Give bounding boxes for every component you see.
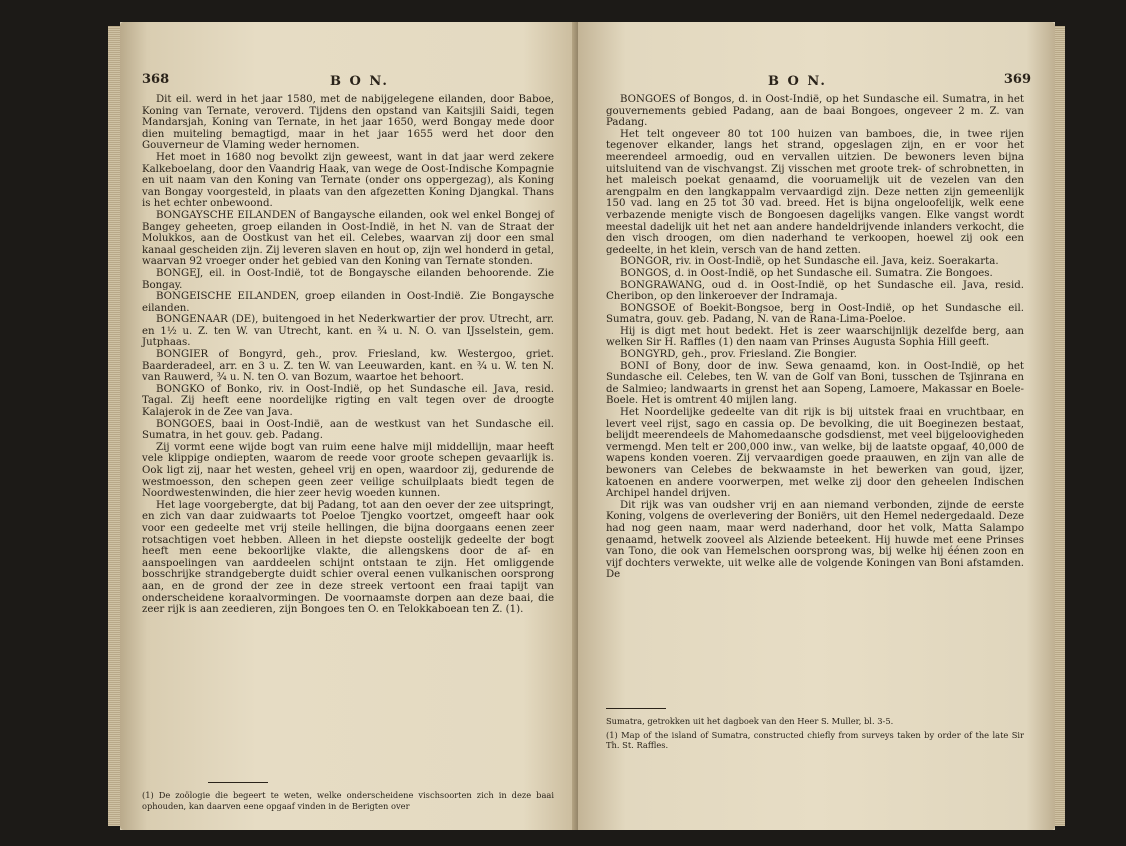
body-text [606, 94, 1024, 581]
paragraph: Dit eil. werd in het jaar 1580, met de nabijgelegene eilanden, door Baboe, Koning van Ternate, veroverd. Tijdens den opstand van Kaitsjili Saidi, tegen Mandarsjah, Koning van Ternate, in het jaar 1650, werd Bongay mede door dien muiteling bemagtigd, maar in het jaar 1655 werd het door den Gouverneur de Vlaming weder hernomen. [142, 94, 554, 152]
paragraph: BONGIER of Bongyrd, geh., prov. Friesland, kw. Westergoo, griet. Baarderadeel, arr. en 3 u. Z. ten W. van Leeuwarden, kant. en ¾ u. W. ten N. van Rauwerd, ¾ u. N. ten O. van Bozum, waartoe het behoort. [142, 349, 554, 384]
paragraph: BONGOS, d. in Oost-Indië, op het Sundasche eil. Sumatra. Zie Bongoes. [620, 267, 993, 279]
paragraph: BONGKO of Bonko, riv. in Oost-Indië, op het Sundasche eil. Java, resid. Tagal. Zij heeft eene noordelijke rigting en valt tegen over de droogte Kalajerok in de Zee van Java. [142, 383, 554, 419]
paragraph: Het moet in 1680 nog bevolkt zijn geweest, want in dat jaar werd zekere Kalkeboelang, door den Vaandrig Haak, van wege de Oost-Indische Kompagnie en uit naam van den Koning van Ternate (onder ons oppergezag), als Koning van Bongay voorgesteld, in plaats van den afgezetten Koning Djangkal. Thans is het echter onbewoond. [142, 151, 554, 210]
paragraph: BONGAYSCHE EILANDEN of Bangaysche eilanden, ook wel enkel Bongej of Bangey geheeten, groep eilanden in Oost-Indië, in het N. van de Straat der Molukkos, aan de Oostkust van het eil. Celebes, waarvan zij door een smal kanaal gescheiden zijn. Zij leveren slaven en hout op, zijn wel honderd in getal, waarvan 92 vroeger onder het gebied van den Koning van Ternate stonden. [142, 209, 554, 268]
right-page [578, 22, 1055, 830]
paragraph: BONGEISCHE EILANDEN, groep eilanden in Oost-Indië. Zie Bongaysche eilanden. [142, 291, 554, 314]
footnote-text: (1) De zoölogie die begeert te weten, welke onderscheidene vischsoorten zich in deze baai ophouden, kan daarven eene opgaaf vinden in de Berigten over [142, 790, 554, 811]
footnote-rule [208, 782, 268, 783]
page-number: 369 [1003, 72, 1031, 87]
body-text [142, 94, 554, 616]
paragraph: BONGEJ, eil. in Oost-Indië, tot de Bongaysche eilanden behoorende. Zie Bongay. [142, 267, 554, 291]
open-book [120, 22, 1055, 830]
paragraph: BONGOES of Bongos, d. in Oost-Indië, op het Sundasche eil. Sumatra, in het gouvernements gebied Padang, aan de baai Bongoes, ongeveer 2 m. Z. van Padang. [606, 94, 1024, 129]
footnote [142, 790, 554, 814]
footnotes [606, 716, 1024, 754]
paragraph: BONGENAAR (DE), buitengoed in het Nederkwartier der prov. Utrecht, arr. en 1½ u. Z. ten W. van Utrecht, kant. en ¾ u. N. O. van IJsselstein, gem. Jutphaas. [142, 314, 554, 349]
left-page [120, 22, 578, 830]
footnote-text: (1) Map of the island of Sumatra, constructed chiefly from surveys taken by order of the late Sir Th. St. Raffles. [606, 729, 1024, 750]
running-head: B O N. [768, 74, 827, 89]
paragraph: BONGOES, baai in Oost-Indië, aan de westkust van het Sundasche eil. Sumatra, in het gouv. geb. Padang. [142, 418, 554, 442]
page-edges-right [1055, 26, 1065, 826]
paragraph: Het Noordelijke gedeelte van dit rijk is bij uitstek fraai en vruchtbaar, en levert veel rijst, sago en cassia op. De bevolking, die uit Boeginezen bestaat, belijdt meerendeels de Mahomedaansche godsdienst, met veel bijgeloovigheden vermengd. Men telt er 200,000 inw., van welke, bij de laatste opgaaf, 40,000 de wapens konden voeren. Zij vervaardigen goede praauwen, en zijn van alle de bewoners van Celebes de bekwaamste in het bewerken van goud, ijzer, katoenen en andere voorwerpen, met welke zij door den geheelen Indischen Archipel handel drijven. [606, 407, 1024, 500]
paragraph: BONGRAWANG, oud d. in Oost-Indië, op het Sundasche eil. Java, resid. Cheribon, op den linkeroever der Indramaja. [606, 279, 1024, 303]
page-number: 368 [142, 72, 170, 87]
paragraph: Zij vormt eene wijde bogt van ruim eene halve mijl middellijn, maar heeft vele klippige ondiepten, waarom de reede voor groote schepen gevaarlijk is. Ook ligt zij, naar het westen, geheel vrij en open, waardoor zij, gedurende de westmoesson, den schepen geen zeer veilige schuilplaats biedt tegen de Noordwestenwinden, die hier zeer hevig woeden kunnen. [142, 441, 554, 500]
paragraph: BONGOR, riv. in Oost-Indië, op het Sundasche eil. Java, keiz. Soerakarta. [620, 256, 999, 268]
paragraph: Het lage voorgebergte, dat bij Padang, tot aan den oever der zee uitspringt, en zich van daar zuidwaarts tot Poeloe Tjengko voortzet, omgeeft haar ook voor een gedeelte met vrij steile hellingen, die bijna doorgaans eenen zeer rotsachtigen voet hebben. Alleen in het diepste oostelijk gedeelte der bogt heeft men eene bekoorlijke vlakte, die allengskens door de af- en aanspoelingen van aarddeelen schijnt ontstaan te zijn. Het omliggende bosschrijke strandgebergte duidt schier overal eenen vulkanischen oorsprong aan, en de grond der zee in deze streek vertoont een fraai tapijt van onderscheidene koraalvormingen. De voornaamste dorpen aan deze baai, die zeer rijk is aan zeedieren, zijn Bongoes ten O. en Telokkaboean ten Z. (1). [142, 499, 554, 616]
footnote-continuation: Sumatra, getrokken uit het dagboek van den Heer S. Muller, bl. 3-5. [606, 716, 894, 726]
paragraph: BONI of Bony, door de inw. Sewa genaamd, kon. in Oost-Indië, op het Sundasche eil. Celebes, ten W. van de Golf van Boni, tusschen de Tsjinrana en de Salmieo; landwaarts in grenst het aan Sopeng, Lamoere, Makassar en Boele-Boele. Het is omtrent 40 mijlen lang. [606, 360, 1024, 407]
paragraph: Het telt ongeveer 80 tot 100 huizen van bamboes, die, in twee rijen tegenover elkander, langs het strand, opgeslagen zijn, en er voor het meerendeel armoedig, oud en vervallen uitzien. De bewoners leven bijna uitsluitend van de vischvangst. Zij visschen met groote trek- of schrobnetten, in het maleisch poekat genaamd, die vooruamelijk uit de vezelen van den arengpalm en den langkappalm vervaardigd zijn. Deze netten zijn gemeenlijk 150 vad. lang en 25 tot 30 vad. breed. Het is bijna ongeloofelijk, welk eene verbazende menigte visch de Bongoesen dagelijks vangen. Elke vangst wordt meestal dadelijk uit het net aan andere handeldrijvende inlanders verkocht, die den visch droogen, om dien naderhand te verkoopen, hoewel zij ook een gedeelte, in het klein, versch van de hand zetten. [606, 128, 1024, 256]
running-head: B O N. [330, 74, 389, 89]
paragraph: BONGYRD, geh., prov. Friesland. Zie Bongier. [620, 349, 857, 361]
page-edges-left [108, 26, 120, 826]
paragraph: BONGSOE of Boekit-Bongsoe, berg in Oost-Indië, op het Sundasche eil. Sumatra, gouv. geb. Padang, N. van de Rana-Lima-Poeloe. [606, 302, 1024, 326]
footnote-rule [606, 708, 666, 709]
paragraph: Hij is digt met hout bedekt. Het is zeer waarschijnlijk dezelfde berg, aan welken Sir H. Raffles (1) den naam van Prinses Augusta Sophia Hill geeft. [606, 325, 1024, 349]
paragraph: Dit rijk was van oudsher vrij en aan niemand verbonden, zijnde de eerste Koning, volgens de overlevering der Boniërs, uit den Hemel nedergedaald. Deze had nog geen naam, maar werd naderhand, door het volk, Matta Salampo genaamd, hetwelk zooveel als Alziende beteekent. Hij huwde met eene Prinses van Tono, die ook van Hemelschen oorsprong was, bij welke hij éénen zoon en vijf dochters verwekte, uit welke alle de volgende Koningen van Boni afstamden. De [606, 499, 1024, 581]
